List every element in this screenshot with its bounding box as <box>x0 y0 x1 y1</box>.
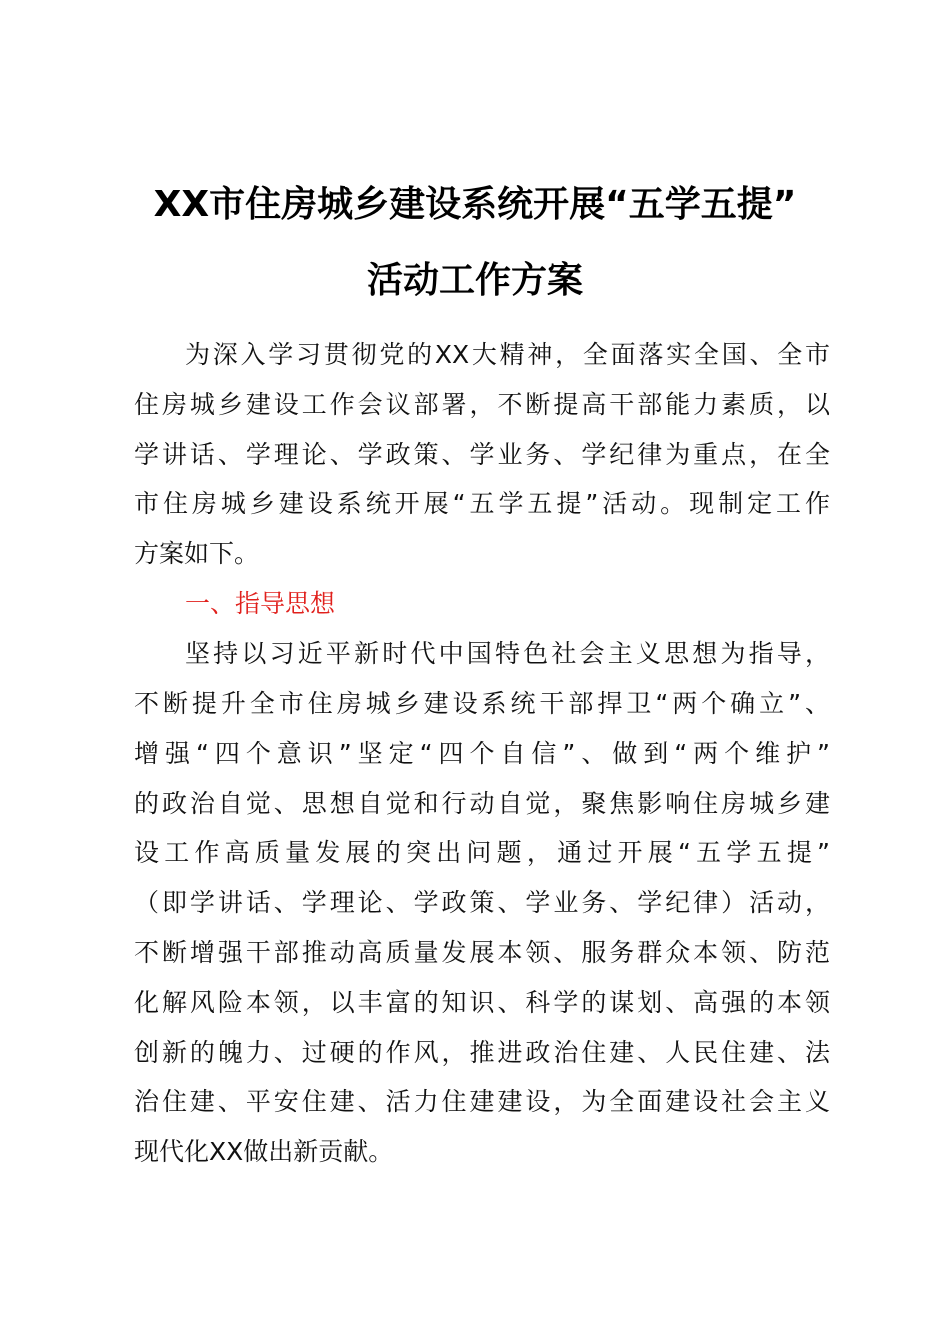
section-1-line-10 <box>134 1084 830 1120</box>
intro-paragraph-line-5: 方案如下。 <box>134 539 260 568</box>
section-heading-guiding-ideology: 一、指导思想 <box>185 589 336 618</box>
intro-paragraph-line-3 <box>134 437 830 473</box>
section-1-line-2 <box>134 686 830 722</box>
intro-text: 市住房城乡建设系统开展“五学五提”活动。现制定工作 <box>134 489 830 518</box>
document-title-line-1: XX市住房城乡建设系统开展“五学五提” <box>153 184 797 225</box>
intro-paragraph-line-2 <box>134 387 830 423</box>
section-1-text: 不断提升全市住房城乡建设系统干部捍卫“两个确立”、 <box>134 689 830 718</box>
section-1-line-7 <box>134 935 830 971</box>
intro-paragraph-line-1 <box>185 337 830 373</box>
section-1-text: 增强“四个意识”坚定“四个自信”、做到“两个维护” <box>134 739 830 768</box>
section-1-text: 的政治自觉、思想自觉和行动自觉，聚焦影响住房城乡建 <box>134 789 830 818</box>
section-1-line-6 <box>134 885 830 921</box>
section-1-line-8 <box>134 985 830 1021</box>
intro-paragraph-line-4 <box>134 486 830 522</box>
section-1-line-5 <box>134 835 830 871</box>
section-1-line-3 <box>134 736 830 772</box>
section-1-line-4 <box>134 786 830 822</box>
intro-text: 学讲话、学理论、学政策、学业务、学纪律为重点，在全 <box>134 440 830 469</box>
section-1-text: 创新的魄力、过硬的作风，推进政治住建、人民住建、法 <box>134 1038 830 1067</box>
section-1-text: 设工作高质量发展的突出问题，通过开展“五学五提” <box>134 838 830 867</box>
section-1-text: 坚持以习近平新时代中国特色社会主义思想为指导， <box>185 639 830 668</box>
intro-text: 为深入学习贯彻党的XX大精神，全面落实全国、全市 <box>185 340 830 369</box>
intro-text: 住房城乡建设工作会议部署，不断提高干部能力素质，以 <box>134 390 830 419</box>
section-1-line-1 <box>185 636 830 672</box>
section-1-line-11: 现代化XX做出新贡献。 <box>134 1137 394 1166</box>
section-1-text: 不断增强干部推动高质量发展本领、服务群众本领、防范 <box>134 938 830 967</box>
section-1-text: 治住建、平安住建、活力住建建设，为全面建设社会主义 <box>134 1087 830 1116</box>
section-1-text: （即学讲话、学理论、学政策、学业务、学纪律）活动， <box>134 888 830 917</box>
section-1-line-9 <box>134 1035 830 1071</box>
document-title-line-2: 活动工作方案 <box>366 260 583 301</box>
section-1-text: 化解风险本领，以丰富的知识、科学的谋划、高强的本领 <box>134 988 830 1017</box>
